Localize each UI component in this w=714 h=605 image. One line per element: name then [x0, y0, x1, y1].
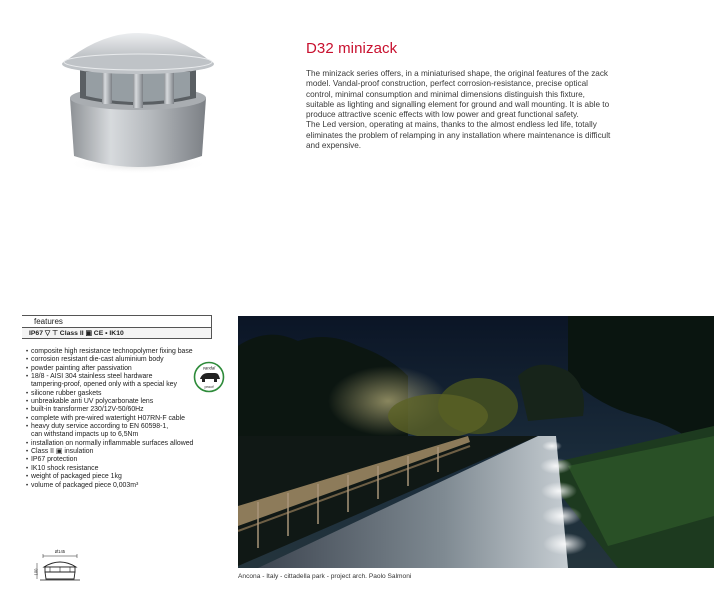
features-heading-box [22, 315, 212, 327]
vandal-badge-bottom: proof [204, 384, 214, 389]
ratings-text: IP67 ▽ ⊤ Class II ▣ CE • IK10 [29, 330, 124, 337]
description-paragraph: The minizack series offers, in a miniaturised shape, the original features of the zack model. Vandal-proof construction, perfect corrosion-resistance, precise optical control, minimal consumption and minimal dimensions distinguish this fixture, suitable as lighting and signalling element for ground and wall mounting. It is able to produce attractive scenic effects with low power and great functional safety. [306, 69, 610, 120]
feature-item: • IP67 protection [26, 456, 236, 464]
feature-item: • composite high resistance technopolymer fixing base [26, 348, 236, 356]
feature-item: • IK10 shock resistance [26, 465, 236, 473]
product-description [306, 69, 612, 151]
vandal-badge-top: vandal [202, 365, 216, 371]
features-heading: features [34, 317, 63, 326]
feature-item: • corrosion resistant die-cast aluminium body [26, 356, 236, 364]
dimension-width: Ø145 [54, 549, 66, 554]
feature-item: • installation on normally inflammable surfaces allowed [26, 440, 236, 448]
ratings-bar [22, 327, 212, 339]
feature-item: • Class II ▣ insulation [26, 448, 236, 456]
feature-item: • weight of packaged piece 1kg [26, 473, 236, 481]
feature-item: • 18/8 - AISI 304 stainless steel hardware tampering-proof, opened only with a special key [26, 373, 236, 390]
installation-photo [238, 316, 714, 568]
product-title: D32 minizack [306, 40, 398, 57]
feature-item: • heavy duty service according to EN 60598-1, can withstand impacts up to 6,5Nm [26, 423, 236, 440]
product-image [54, 16, 219, 176]
feature-item: • volume of packaged piece 0,003m³ [26, 482, 236, 490]
feature-item: • built-in transformer 230/12V-50/60Hz [26, 406, 236, 414]
dimension-height: 100 [33, 568, 39, 576]
feature-item: • unbreakable anti UV polycarbonate lens [26, 398, 236, 406]
dimension-drawing [32, 547, 82, 587]
feature-item: • complete with pre-wired watertight H07RN-F cable [26, 415, 236, 423]
vandal-proof-icon [193, 361, 225, 393]
feature-item: • silicone rubber gaskets [26, 390, 236, 398]
feature-item: • powder painting after passivation [26, 365, 236, 373]
photo-caption: Ancona - Italy - cittadella park - project arch. Paolo Salmoni [238, 573, 412, 580]
description-paragraph: The Led version, operating at mains, thanks to the almost endless led life, totally eliminates the problem of relamping in any installation where maintenance is difficult and expensive. [306, 120, 611, 151]
